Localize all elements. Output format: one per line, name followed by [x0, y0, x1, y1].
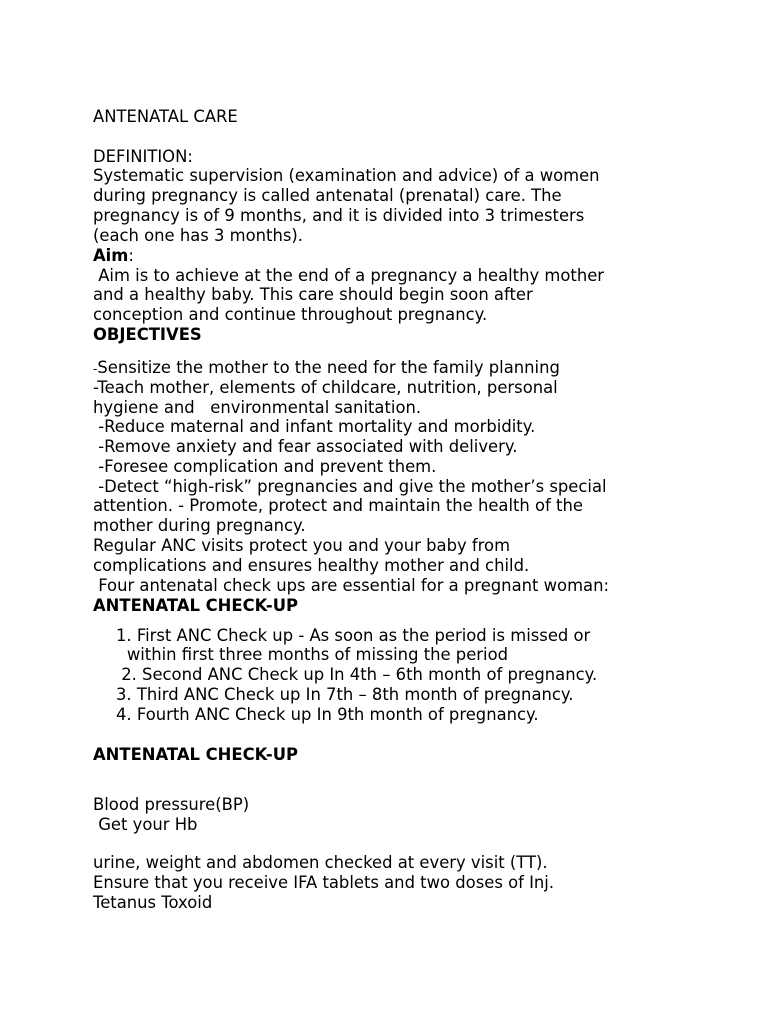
- objective-line: attention. - Promote, protect and maintain the health of the: [93, 496, 583, 515]
- objective-line: hygiene and environmental sanitation.: [93, 398, 422, 417]
- final-line: Tetanus Toxoid: [93, 893, 213, 912]
- checkup-list-item: 4. Fourth ANC Check up In 9th month of pregnancy.: [116, 705, 539, 724]
- objective-line: -Detect “high-risk” pregnancies and give the mother’s special: [93, 477, 607, 496]
- checkup-list-item: 2. Second ANC Check up In 4th – 6th month of pregnancy.: [116, 665, 598, 684]
- final-line: Ensure that you receive IFA tablets and two doses of Inj.: [93, 873, 555, 892]
- checkup-list-item: 1. First ANC Check up - As soon as the period is missed or: [116, 626, 591, 645]
- objective-text: Sensitize the mother to the need for the family planning: [97, 358, 560, 377]
- definition-line: (each one has 3 months).: [93, 226, 304, 245]
- objective-item: [93, 358, 560, 379]
- aim-colon: :: [128, 246, 134, 265]
- objective-line: -Remove anxiety and fear associated with delivery.: [93, 437, 518, 456]
- aim-line: conception and continue throughout pregnancy.: [93, 305, 488, 324]
- bp-line: Blood pressure(BP): [93, 795, 250, 814]
- checkup-heading-2: ANTENATAL CHECK-UP: [93, 745, 299, 764]
- paragraph-line: Four antenatal check ups are essential for a pregnant woman:: [93, 576, 609, 595]
- checkup-list-item: 3. Third ANC Check up In 7th – 8th month of pregnancy.: [116, 685, 574, 704]
- paragraph-line: complications and ensures healthy mother and child.: [93, 556, 530, 575]
- paragraph-line: Regular ANC visits protect you and your baby from: [93, 536, 511, 555]
- aim-heading: Aim: [93, 246, 129, 265]
- objective-line: -Foresee complication and prevent them.: [93, 457, 437, 476]
- definition-line: Systematic supervision (examination and advice) of a women: [93, 166, 600, 185]
- definition-line: during pregnancy is called antenatal (prenatal) care. The: [93, 186, 562, 205]
- aim-heading-line: [93, 246, 134, 266]
- aim-line: and a healthy baby. This care should begin soon after: [93, 285, 533, 304]
- objective-dash: -: [93, 362, 98, 376]
- objectives-heading: OBJECTIVES: [93, 325, 202, 344]
- objective-line: mother during pregnancy.: [93, 516, 306, 535]
- final-line: urine, weight and abdomen checked at every visit (TT).: [93, 853, 548, 872]
- checkup-heading: ANTENATAL CHECK-UP: [93, 596, 299, 615]
- objective-line: -Reduce maternal and infant mortality and morbidity.: [93, 417, 536, 436]
- hb-line: Get your Hb: [93, 815, 198, 834]
- aim-line: Aim is to achieve at the end of a pregnancy a healthy mother: [93, 266, 605, 285]
- checkup-list-item: within first three months of missing the period: [106, 645, 509, 664]
- document-title: ANTENATAL CARE: [93, 107, 238, 126]
- definition-line: pregnancy is of 9 months, and it is divided into 3 trimesters: [93, 206, 585, 225]
- objective-line: -Teach mother, elements of childcare, nutrition, personal: [93, 378, 558, 397]
- definition-heading: DEFINITION:: [93, 147, 193, 166]
